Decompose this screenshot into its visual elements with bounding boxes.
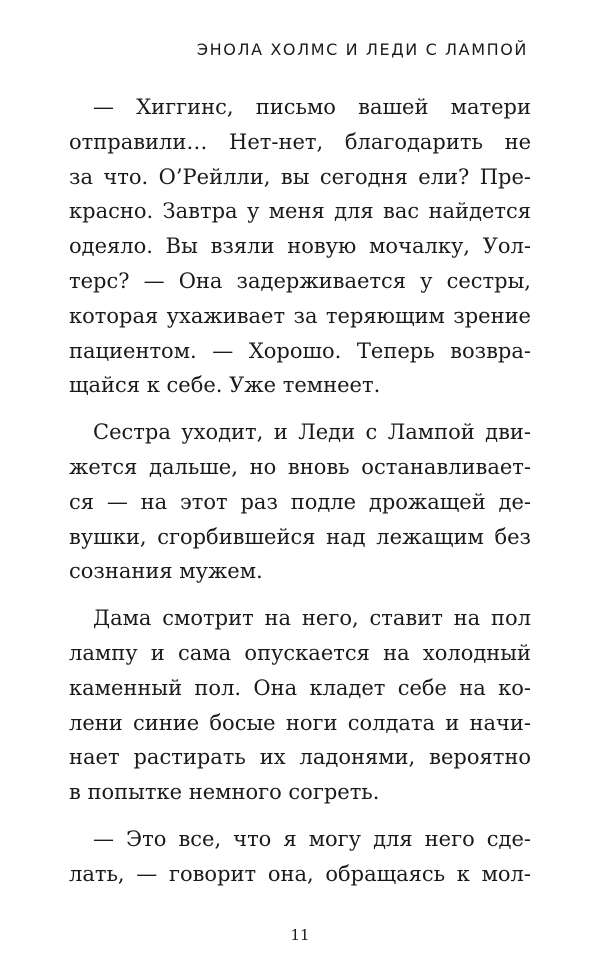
text-line: Дама смотрит на него, ставит на пол — [93, 606, 531, 631]
running-head: ЭНОЛА ХОЛМС И ЛЕДИ С ЛАМПОЙ — [196, 40, 528, 59]
page-number: 11 — [290, 926, 310, 944]
body-text — [69, 90, 531, 904]
paragraph-3 — [69, 601, 531, 810]
text-line: отправили… Нет-нет, благодарить не — [69, 129, 531, 154]
text-line: Сестра уходит, и Леди с Лампой дви- — [93, 420, 531, 445]
text-line: нает растирать их ладонями, вероятно — [69, 745, 531, 770]
text-line: лени синие босые ноги солдата и начи- — [69, 710, 531, 735]
text-line: ся — на этот раз подле дрожащей де- — [69, 489, 531, 514]
paragraph-2 — [69, 415, 531, 589]
paragraph-1 — [69, 90, 531, 403]
text-line: терс? — Она задерживается у сестры, — [69, 268, 531, 293]
text-line: в попытке немного согреть. — [69, 780, 380, 805]
text-line: лать, — говорит она, обращаясь к мол- — [69, 861, 531, 886]
text-line: которая ухаживает за теряющим зрение — [69, 303, 531, 328]
text-line: — Это все, что я могу для него сде- — [93, 826, 531, 851]
text-line: щайся к себе. Уже темнеет. — [69, 373, 381, 398]
text-line: одеяло. Вы взяли новую мочалку, Уол- — [69, 234, 531, 259]
text-line: — Хиггинс, письмо вашей матери — [93, 95, 531, 119]
text-line: каменный пол. Она кладет себе на ко- — [69, 675, 531, 700]
text-line: лампу и сама опускается на холодный — [69, 640, 531, 665]
text-line: жется дальше, но вновь останавливает- — [69, 454, 531, 479]
paragraph-4 — [69, 822, 531, 892]
text-line: пациентом. — Хорошо. Теперь возвра- — [69, 338, 531, 363]
text-line: сознания мужем. — [69, 559, 263, 584]
text-line: красно. Завтра у меня для вас найдется — [69, 199, 531, 224]
text-line: за что. О’Рейлли, вы сегодня ели? Пре- — [69, 164, 531, 189]
text-line: вушки, сгорбившейся над лежащим без — [69, 524, 531, 549]
